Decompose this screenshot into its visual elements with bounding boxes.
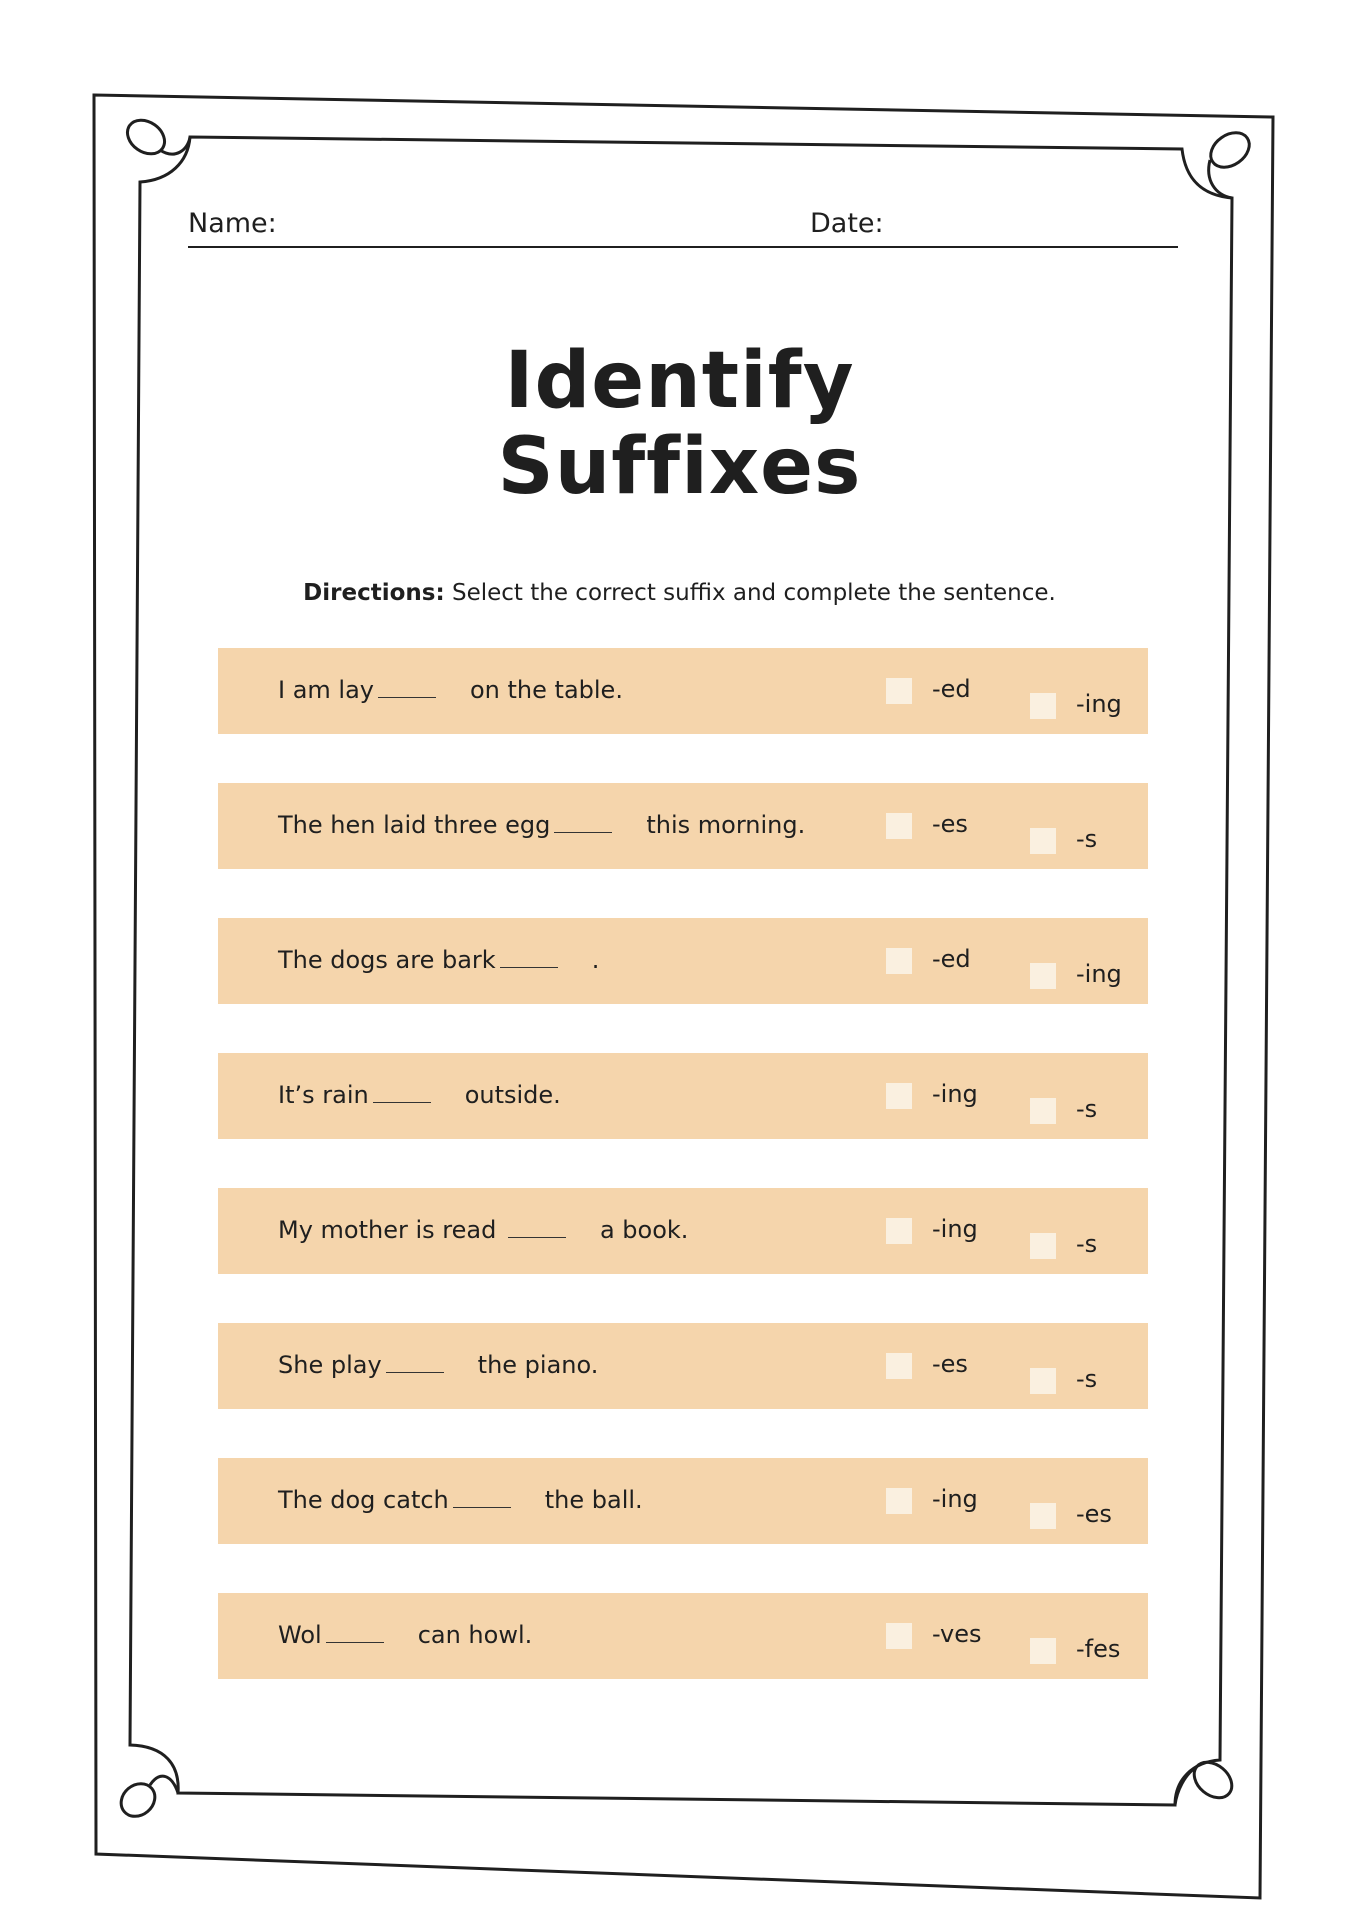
exercise-row xyxy=(218,1458,1148,1544)
suffix-option-label: -s xyxy=(1076,825,1098,853)
suffix-option-2[interactable] xyxy=(1030,1637,1120,1665)
checkbox[interactable] xyxy=(1030,1233,1056,1259)
sentence-end: the piano. xyxy=(477,1351,599,1379)
exercise-row xyxy=(218,783,1148,869)
sentence-start: Wol xyxy=(278,1621,322,1649)
sentence-start: I am lay xyxy=(278,676,374,704)
title-line-1: Identify xyxy=(504,336,855,426)
suffix-option-1[interactable] xyxy=(886,1217,978,1245)
sentence-start: The hen laid three egg xyxy=(278,811,551,839)
suffix-option-label: -ing xyxy=(932,1080,978,1108)
checkbox[interactable] xyxy=(1030,1368,1056,1394)
checkbox[interactable] xyxy=(886,1623,912,1649)
suffix-option-2[interactable] xyxy=(1030,962,1122,990)
date-label: Date: xyxy=(810,208,884,239)
checkbox[interactable] xyxy=(886,1083,912,1109)
answer-blank[interactable] xyxy=(508,1237,566,1238)
suffix-option-1[interactable] xyxy=(886,1082,978,1110)
suffix-option-label: -ing xyxy=(1076,960,1122,988)
suffix-option-label: -s xyxy=(1076,1095,1098,1123)
answer-blank[interactable] xyxy=(378,697,436,698)
suffix-option-label: -fes xyxy=(1076,1635,1121,1663)
suffix-option-2[interactable] xyxy=(1030,827,1097,855)
suffix-option-label: -ing xyxy=(932,1215,978,1243)
exercise-row xyxy=(218,648,1148,734)
exercise-row xyxy=(218,1053,1148,1139)
checkbox[interactable] xyxy=(886,1218,912,1244)
directions-label: Directions: xyxy=(303,580,445,606)
sentence-end: can howl. xyxy=(417,1621,533,1649)
sentence-start: The dogs are bark xyxy=(278,946,496,974)
suffix-option-2[interactable] xyxy=(1030,1367,1097,1395)
answer-blank[interactable] xyxy=(453,1507,511,1508)
suffix-option-label: -ed xyxy=(932,675,971,703)
exercise-sentence xyxy=(278,1081,561,1109)
name-date-row xyxy=(188,208,1178,248)
sentence-start: She play xyxy=(278,1351,382,1379)
suffix-option-2[interactable] xyxy=(1030,692,1122,720)
exercise-row xyxy=(218,1323,1148,1409)
sentence-end: this morning. xyxy=(646,811,806,839)
checkbox[interactable] xyxy=(886,948,912,974)
name-date-underline[interactable] xyxy=(188,246,1178,248)
sentence-end: on the table. xyxy=(470,676,623,704)
exercise-sentence xyxy=(278,1621,532,1649)
checkbox[interactable] xyxy=(886,1353,912,1379)
exercise-row xyxy=(218,1593,1148,1679)
suffix-option-2[interactable] xyxy=(1030,1502,1112,1530)
sentence-start: My mother is read xyxy=(278,1216,504,1244)
suffix-option-1[interactable] xyxy=(886,1622,982,1650)
answer-blank[interactable] xyxy=(500,967,558,968)
exercise-sentence xyxy=(278,946,599,974)
suffix-option-label: -es xyxy=(932,1350,968,1378)
suffix-option-label: -ing xyxy=(932,1485,978,1513)
checkbox[interactable] xyxy=(1030,1503,1056,1529)
suffix-option-label: -es xyxy=(932,810,968,838)
suffix-option-label: -ing xyxy=(1076,690,1122,718)
sentence-end: . xyxy=(591,946,600,974)
exercise-row xyxy=(218,1188,1148,1274)
sentence-start: The dog catch xyxy=(278,1486,449,1514)
checkbox[interactable] xyxy=(1030,693,1056,719)
exercise-sentence xyxy=(278,676,623,704)
answer-blank[interactable] xyxy=(386,1372,444,1373)
directions-text: Select the correct suffix and complete the sentence. xyxy=(444,580,1056,606)
suffix-option-label: -ves xyxy=(932,1620,982,1648)
suffix-option-2[interactable] xyxy=(1030,1232,1097,1260)
sentence-start: It’s rain xyxy=(278,1081,369,1109)
title-line-2: Suffixes xyxy=(497,422,862,512)
checkbox[interactable] xyxy=(886,1488,912,1514)
suffix-option-1[interactable] xyxy=(886,947,971,975)
directions xyxy=(0,580,1359,606)
suffix-option-2[interactable] xyxy=(1030,1097,1097,1125)
exercise-row xyxy=(218,918,1148,1004)
answer-blank[interactable] xyxy=(373,1102,431,1103)
checkbox[interactable] xyxy=(1030,1098,1056,1124)
checkbox[interactable] xyxy=(886,678,912,704)
answer-blank[interactable] xyxy=(554,832,612,833)
sentence-end: outside. xyxy=(464,1081,561,1109)
answer-blank[interactable] xyxy=(326,1642,384,1643)
checkbox[interactable] xyxy=(1030,963,1056,989)
suffix-option-1[interactable] xyxy=(886,1487,978,1515)
suffix-option-1[interactable] xyxy=(886,677,971,705)
suffix-option-1[interactable] xyxy=(886,1352,968,1380)
exercise-sentence xyxy=(278,1216,688,1244)
checkbox[interactable] xyxy=(1030,1638,1056,1664)
exercise-sentence xyxy=(278,1351,598,1379)
checkbox[interactable] xyxy=(886,813,912,839)
suffix-option-1[interactable] xyxy=(886,812,968,840)
page-title xyxy=(0,338,1359,510)
suffix-option-label: -es xyxy=(1076,1500,1112,1528)
exercise-sentence xyxy=(278,1486,643,1514)
suffix-option-label: -ed xyxy=(932,945,971,973)
sentence-end: the ball. xyxy=(544,1486,643,1514)
sentence-end: a book. xyxy=(599,1216,689,1244)
exercise-sentence xyxy=(278,811,805,839)
suffix-option-label: -s xyxy=(1076,1230,1098,1258)
checkbox[interactable] xyxy=(1030,828,1056,854)
name-label: Name: xyxy=(188,208,277,239)
suffix-option-label: -s xyxy=(1076,1365,1098,1393)
